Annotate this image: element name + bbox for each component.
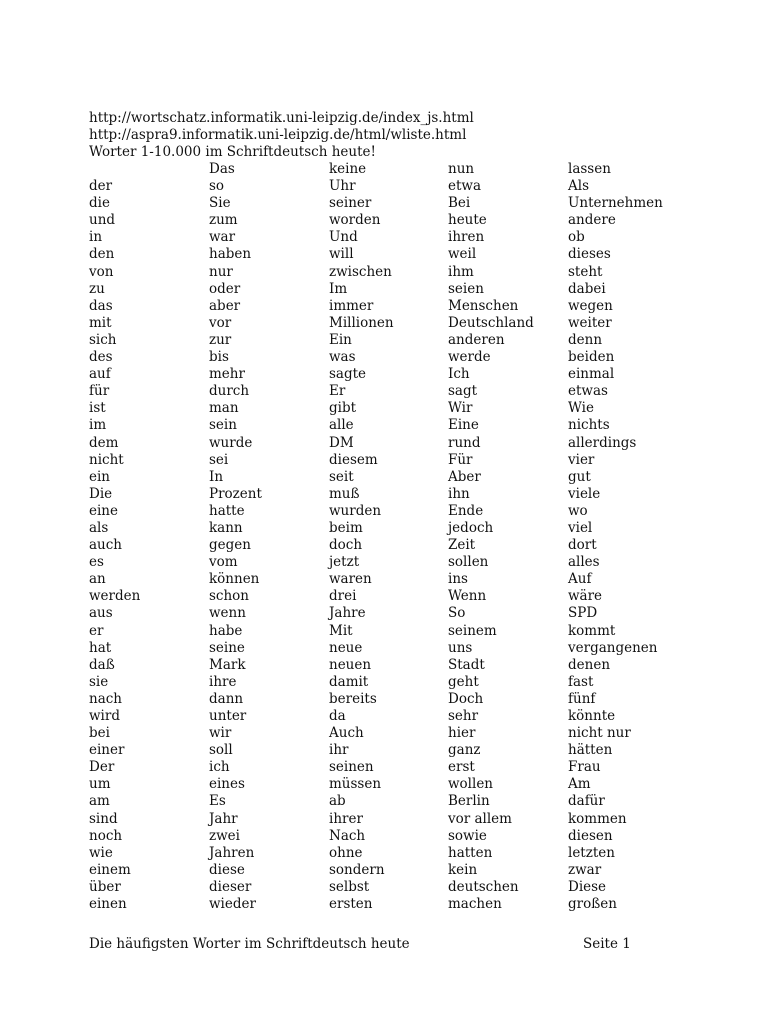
- word-entry: Doch: [448, 690, 484, 707]
- word-entry: bis: [209, 349, 229, 366]
- word-entry: sei: [209, 451, 229, 468]
- word-entry: dem: [89, 434, 119, 451]
- word-entry: Millionen: [329, 314, 394, 331]
- word-entry: kommen: [568, 810, 627, 827]
- word-entry: beiden: [568, 349, 615, 366]
- word-entry: Aber: [448, 468, 481, 485]
- word-entry: einen: [89, 896, 127, 913]
- word-entry: und: [89, 212, 116, 229]
- word-entry: seinen: [329, 759, 374, 776]
- word-entry: sagte: [329, 366, 367, 383]
- word-entry: seinem: [448, 622, 497, 639]
- word-entry: Menschen: [448, 297, 519, 314]
- word-column-3: [329, 161, 394, 913]
- word-entry: beim: [329, 519, 363, 536]
- word-entry: Zeit: [448, 537, 476, 554]
- word-entry: vom: [209, 554, 238, 571]
- word-entry: ersten: [329, 896, 373, 913]
- word-entry: ihr: [329, 742, 349, 759]
- word-entry: vor: [209, 314, 232, 331]
- word-entry: hätten: [568, 742, 613, 759]
- word-entry: wäre: [568, 588, 603, 605]
- word-entry: So: [448, 605, 466, 622]
- word-entry: jedoch: [448, 519, 494, 536]
- word-entry: man: [209, 400, 239, 417]
- word-entry: erst: [448, 759, 475, 776]
- word-entry: kann: [209, 519, 243, 536]
- word-entry: es: [89, 554, 104, 571]
- word-entry: ist: [89, 400, 106, 417]
- word-entry: hatten: [448, 844, 493, 861]
- word-entry: anderen: [448, 331, 505, 348]
- word-entry: deutschen: [448, 878, 519, 895]
- word-entry: unter: [209, 708, 247, 724]
- word-entry: Stadt: [448, 656, 485, 673]
- word-entry: ihre: [209, 673, 237, 690]
- word-entry: alles: [568, 554, 600, 571]
- word-entry: worden: [329, 212, 381, 229]
- footer-title: Die häufigsten Worter im Schriftdeutsch heute: [89, 936, 410, 952]
- word-entry: Wir: [448, 400, 473, 417]
- word-entry: eine: [89, 502, 118, 519]
- word-entry: Diese: [568, 878, 607, 895]
- word-entry: im: [89, 417, 107, 434]
- word-entry: zwischen: [329, 263, 392, 280]
- word-entry: von: [89, 263, 114, 280]
- word-entry: heute: [448, 212, 487, 229]
- word-entry: Es: [209, 793, 226, 810]
- word-entry: die: [89, 195, 110, 212]
- word-entry: denen: [568, 656, 611, 673]
- word-entry: dieses: [568, 246, 611, 263]
- word-entry: an: [89, 571, 106, 588]
- word-entry: Sie: [209, 195, 231, 212]
- word-entry: hat: [89, 639, 112, 656]
- word-entry: sagt: [448, 383, 478, 400]
- word-entry: ohne: [329, 844, 363, 861]
- word-entry: diese: [209, 861, 245, 878]
- word-entry: doch: [329, 537, 363, 554]
- word-entry: diesem: [329, 451, 378, 468]
- word-entry: will: [329, 246, 354, 263]
- word-entry: ich: [209, 759, 230, 776]
- word-entry: dafür: [568, 793, 605, 810]
- word-entry: mehr: [209, 366, 245, 383]
- word-entry: zwar: [568, 861, 602, 878]
- word-entry: Prozent: [209, 485, 262, 502]
- word-entry: Deutschland: [448, 314, 534, 331]
- word-entry: Nach: [329, 827, 366, 844]
- word-entry: Mark: [209, 656, 246, 673]
- word-entry: Ende: [448, 502, 484, 519]
- word-column-4: [448, 161, 534, 913]
- word-entry: neue: [329, 639, 363, 656]
- word-entry: wo: [568, 502, 588, 519]
- word-entry: habe: [209, 622, 243, 639]
- word-entry: sehr: [448, 708, 479, 724]
- word-entry: Jahren: [209, 844, 255, 861]
- word-entry: da: [329, 708, 346, 724]
- word-entry: immer: [329, 297, 374, 314]
- word-entry: seiner: [329, 195, 372, 212]
- word-entry: hier: [448, 725, 476, 742]
- word-entry: fünf: [568, 690, 596, 707]
- word-entry: damit: [329, 673, 369, 690]
- word-entry: Das: [209, 161, 235, 177]
- word-entry: viel: [568, 519, 593, 536]
- word-entry: den: [89, 246, 115, 263]
- word-entry: großen: [568, 896, 617, 913]
- word-entry: rund: [448, 434, 481, 451]
- word-entry: für: [89, 383, 110, 400]
- word-entry: nach: [89, 690, 122, 707]
- word-entry: muß: [329, 485, 360, 502]
- word-entry: Der: [89, 759, 115, 776]
- word-entry: sein: [209, 417, 237, 434]
- word-entry: Wie: [568, 400, 594, 417]
- word-entry: des: [89, 349, 113, 366]
- word-entry: aus: [89, 605, 113, 622]
- word-entry: zu: [89, 280, 105, 297]
- word-entry: ihrer: [329, 810, 363, 827]
- word-entry: zur: [209, 331, 232, 348]
- word-entry: Eine: [448, 417, 479, 434]
- word-entry: durch: [209, 383, 250, 400]
- word-entry: dabei: [568, 280, 606, 297]
- word-entry: dieser: [209, 878, 252, 895]
- word-entry: denn: [568, 331, 603, 348]
- word-entry: oder: [209, 280, 241, 297]
- word-entry: einem: [89, 861, 131, 878]
- word-entry: wollen: [448, 776, 494, 793]
- word-entry: soll: [209, 742, 233, 759]
- word-entry: was: [329, 349, 356, 366]
- word-entry: bei: [89, 725, 110, 742]
- word-entry: schon: [209, 588, 250, 605]
- word-entry: bereits: [329, 690, 377, 707]
- word-entry: wir: [209, 725, 232, 742]
- word-entry: daß: [89, 656, 115, 673]
- word-entry: werde: [448, 349, 491, 366]
- word-entry: Und: [329, 229, 358, 246]
- word-entry: können: [209, 571, 260, 588]
- word-entry: waren: [329, 571, 372, 588]
- word-entry: in: [89, 229, 103, 246]
- word-entry: ganz: [448, 742, 481, 759]
- word-entry: sollen: [448, 554, 489, 571]
- word-entry: Im: [329, 280, 348, 297]
- page-number: Seite 1: [583, 936, 631, 952]
- word-entry: auch: [89, 537, 122, 554]
- word-entry: drei: [329, 588, 357, 605]
- word-entry: diesen: [568, 827, 613, 844]
- word-entry: werden: [89, 588, 141, 605]
- word-entry: um: [89, 776, 111, 793]
- word-entry: nicht: [89, 451, 124, 468]
- word-entry: als: [89, 519, 109, 536]
- word-entry: weiter: [568, 314, 612, 331]
- word-entry: vier: [568, 451, 595, 468]
- word-entry: Wenn: [448, 588, 487, 605]
- word-entry: über: [89, 878, 121, 895]
- word-entry: SPD: [568, 605, 598, 622]
- word-entry: eines: [209, 776, 245, 793]
- word-entry: Ein: [329, 331, 352, 348]
- word-entry: dann: [209, 690, 244, 707]
- word-column-2: [209, 161, 262, 913]
- word-entry: Er: [329, 383, 346, 400]
- word-entry: zwei: [209, 827, 240, 844]
- word-entry: Jahre: [329, 605, 366, 622]
- word-entry: nur: [209, 263, 233, 280]
- word-entry: einer: [89, 742, 125, 759]
- word-entry: fast: [568, 673, 594, 690]
- word-entry: wenn: [209, 605, 246, 622]
- word-entry: Mit: [329, 622, 353, 639]
- word-entry: Berlin: [448, 793, 490, 810]
- word-entry: Die: [89, 485, 113, 502]
- source-url-1: http://wortschatz.informatik.uni-leipzig.de/index_js.html: [89, 110, 474, 126]
- word-entry: noch: [89, 827, 123, 844]
- word-entry: ein: [89, 468, 111, 485]
- word-entry: wird: [89, 708, 120, 724]
- word-column-1: [89, 178, 140, 913]
- word-entry: der: [89, 178, 113, 195]
- word-entry: wurden: [329, 502, 382, 519]
- word-entry: er: [89, 622, 104, 639]
- word-entry: ihn: [448, 485, 470, 502]
- word-entry: Ich: [448, 366, 470, 383]
- word-entry: vergangenen: [568, 639, 658, 656]
- word-entry: keine: [329, 161, 367, 177]
- word-entry: andere: [568, 212, 616, 229]
- word-entry: wurde: [209, 434, 253, 451]
- word-entry: steht: [568, 263, 603, 280]
- word-entry: Bei: [448, 195, 471, 212]
- word-entry: sondern: [329, 861, 385, 878]
- word-entry: dort: [568, 537, 597, 554]
- word-entry: jetzt: [329, 554, 360, 571]
- word-entry: viele: [568, 485, 601, 502]
- word-entry: müssen: [329, 776, 382, 793]
- word-entry: auf: [89, 366, 111, 383]
- word-entry: seit: [329, 468, 354, 485]
- word-entry: das: [89, 297, 113, 314]
- word-entry: allerdings: [568, 434, 637, 451]
- word-entry: letzten: [568, 844, 615, 861]
- word-entry: Unternehmen: [568, 195, 663, 212]
- word-entry: geht: [448, 673, 479, 690]
- word-entry: wie: [89, 844, 113, 861]
- word-entry: wieder: [209, 896, 256, 913]
- word-entry: Uhr: [329, 178, 356, 195]
- word-entry: neuen: [329, 656, 372, 673]
- word-entry: einmal: [568, 366, 615, 383]
- word-entry: nichts: [568, 417, 610, 434]
- word-entry: sie: [89, 673, 109, 690]
- word-entry: mit: [89, 314, 112, 331]
- word-entry: selbst: [329, 878, 370, 895]
- word-entry: lassen: [568, 161, 611, 177]
- word-entry: haben: [209, 246, 252, 263]
- word-entry: seien: [448, 280, 484, 297]
- word-entry: gegen: [209, 537, 251, 554]
- word-entry: vor allem: [448, 810, 512, 827]
- word-entry: am: [89, 793, 110, 810]
- word-entry: weil: [448, 246, 477, 263]
- document-title: Worter 1-10.000 im Schriftdeutsch heute!: [89, 144, 376, 161]
- source-url-2: http://aspra9.informatik.uni-leipzig.de/html/wliste.html: [89, 127, 467, 144]
- word-entry: sich: [89, 331, 117, 348]
- word-entry: ihm: [448, 263, 474, 280]
- word-entry: gut: [568, 468, 591, 485]
- word-entry: ab: [329, 793, 346, 810]
- word-entry: könnte: [568, 708, 616, 724]
- word-entry: Als: [568, 178, 589, 195]
- word-entry: alle: [329, 417, 354, 434]
- word-entry: nicht nur: [568, 725, 631, 742]
- word-entry: zum: [209, 212, 238, 229]
- word-entry: ihren: [448, 229, 485, 246]
- word-entry: Für: [448, 451, 473, 468]
- word-entry: Jahr: [209, 810, 238, 827]
- word-entry: uns: [448, 639, 473, 656]
- word-entry: sowie: [448, 827, 487, 844]
- word-entry: Am: [568, 776, 591, 793]
- word-entry: etwa: [448, 178, 482, 195]
- word-entry: machen: [448, 896, 502, 913]
- word-entry: aber: [209, 297, 241, 314]
- word-entry: nun: [448, 161, 475, 177]
- word-entry: so: [209, 178, 225, 195]
- word-entry: Auch: [329, 725, 364, 742]
- word-entry: etwas: [568, 383, 608, 400]
- word-entry: war: [209, 229, 236, 246]
- word-entry: Auf: [568, 571, 592, 588]
- word-entry: kommt: [568, 622, 616, 639]
- word-entry: wegen: [568, 297, 613, 314]
- word-entry: In: [209, 468, 224, 485]
- word-entry: gibt: [329, 400, 357, 417]
- word-entry: ob: [568, 229, 585, 246]
- word-column-5: [568, 161, 663, 913]
- word-entry: Frau: [568, 759, 601, 776]
- word-entry: sind: [89, 810, 118, 827]
- word-entry: seine: [209, 639, 245, 656]
- header: [89, 110, 474, 161]
- word-entry: hatte: [209, 502, 245, 519]
- word-entry: ins: [448, 571, 468, 588]
- word-entry: kein: [448, 861, 478, 878]
- word-entry: DM: [329, 434, 354, 451]
